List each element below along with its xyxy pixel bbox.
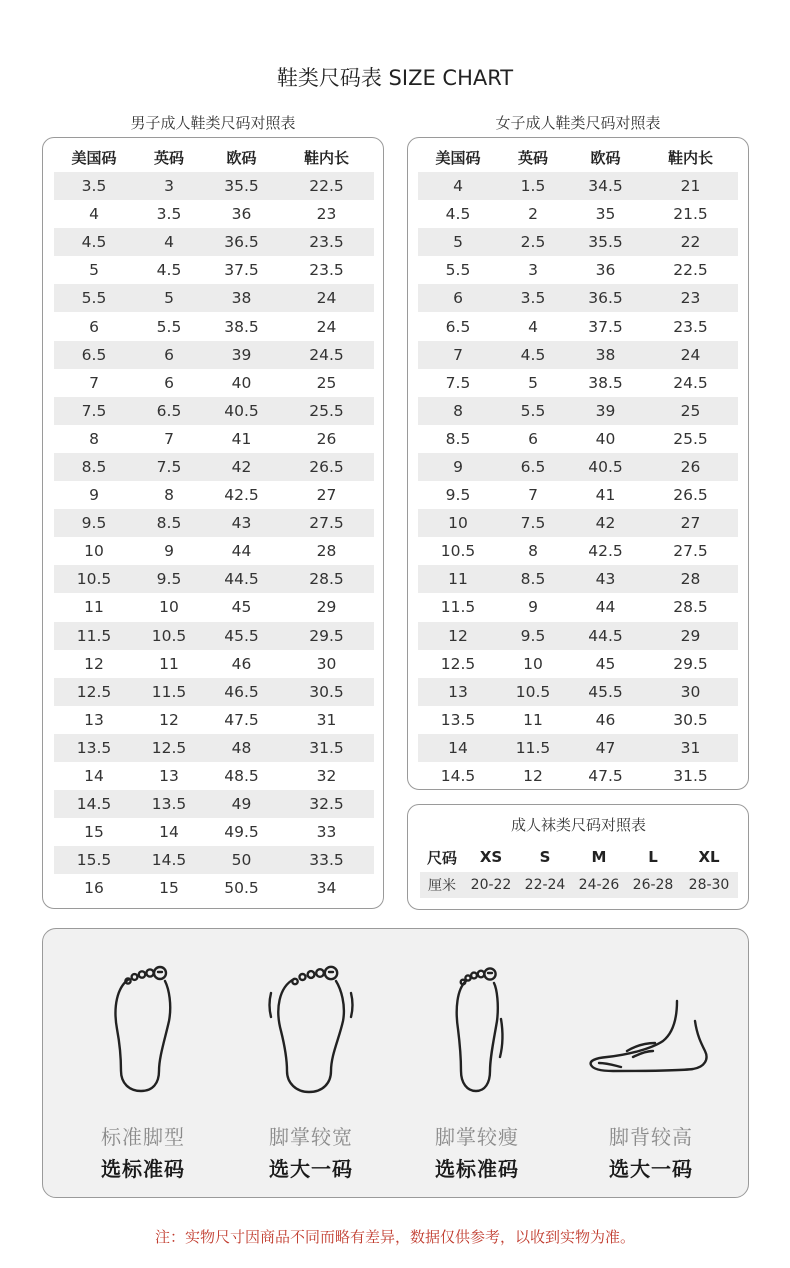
us-size-cell: 11.5 [440, 598, 476, 617]
us-size-cell: 13 [84, 710, 104, 729]
uk-size-cell: 8 [528, 542, 538, 561]
eu-size-cell: 36.5 [568, 284, 643, 312]
table-row [418, 369, 738, 397]
length-cell: 23.5 [673, 317, 708, 336]
eu-size-cell: 38 [204, 284, 279, 312]
us-size-cell: 13.5 [54, 734, 134, 762]
us-size-cell: 8 [89, 429, 99, 448]
table-row [418, 200, 738, 228]
socks-table-title: 成人袜类尺码对照表 [510, 816, 646, 834]
eu-size-cell: 44 [595, 598, 616, 617]
uk-size-cell: 3.5 [156, 205, 182, 224]
table-row [418, 284, 738, 312]
uk-size-cell: 10 [523, 654, 543, 673]
eu-size-cell: 50.5 [224, 879, 259, 898]
us-size-cell: 8.5 [445, 429, 471, 448]
length-cell: 29.5 [673, 654, 708, 673]
uk-size-cell: 4 [528, 317, 538, 336]
length-cell: 27 [316, 486, 337, 505]
length-cell: 29.5 [279, 622, 374, 650]
length-cell: 33 [316, 823, 337, 842]
socks-row-label: 厘米 [420, 872, 464, 898]
length-cell: 26 [643, 453, 738, 481]
us-size-cell: 14.5 [440, 767, 476, 786]
eu-size-cell: 39 [568, 397, 643, 425]
table-row [54, 593, 374, 621]
uk-size-cell: 2.5 [498, 228, 568, 256]
uk-size-cell: 4.5 [498, 341, 568, 369]
table-row [54, 172, 374, 200]
uk-size-cell: 11 [523, 710, 543, 729]
length-cell: 31.5 [673, 767, 708, 786]
length-cell: 22.5 [279, 172, 374, 200]
uk-size-cell: 3 [134, 172, 204, 200]
eu-size-cell: 46.5 [204, 678, 279, 706]
uk-size-cell: 4.5 [156, 261, 182, 280]
table-row [54, 256, 374, 284]
header-length: 鞋内长 [303, 148, 349, 167]
eu-size-cell: 46 [231, 654, 252, 673]
us-size-cell: 8.5 [54, 453, 134, 481]
uk-size-cell: 5.5 [498, 397, 568, 425]
table-row [54, 706, 374, 734]
us-size-cell: 15 [84, 823, 104, 842]
us-size-cell: 9.5 [54, 509, 134, 537]
women-size-table [418, 142, 738, 790]
socks-header-row [420, 842, 738, 872]
us-size-cell: 9 [418, 453, 498, 481]
sock-size-m: M [591, 848, 607, 866]
us-size-cell: 12 [418, 622, 498, 650]
eu-size-cell: 35.5 [568, 228, 643, 256]
eu-size-cell: 49 [204, 790, 279, 818]
uk-size-cell: 6.5 [498, 453, 568, 481]
foot-type-wide [223, 929, 399, 1199]
us-size-cell: 9.5 [445, 486, 471, 505]
uk-size-cell: 5.5 [156, 317, 182, 336]
length-cell: 22.5 [673, 261, 708, 280]
sock-size-s: S [539, 848, 551, 866]
uk-size-cell: 14 [159, 823, 179, 842]
us-size-cell: 6 [89, 317, 99, 336]
us-size-cell: 7.5 [445, 373, 471, 392]
us-size-cell: 11 [84, 598, 104, 617]
length-cell: 24.5 [673, 373, 708, 392]
length-cell: 29 [643, 622, 738, 650]
socks-cm-row [420, 872, 738, 898]
header-length: 鞋内长 [667, 148, 713, 167]
us-size-cell: 4 [89, 205, 99, 224]
uk-size-cell: 12 [159, 710, 179, 729]
uk-size-cell: 11.5 [498, 734, 568, 762]
length-cell: 26.5 [673, 486, 708, 505]
length-cell: 21 [643, 172, 738, 200]
uk-size-cell: 5 [134, 284, 204, 312]
uk-size-cell: 12 [523, 767, 543, 786]
foot-advice-label: 选大一码 [269, 1157, 353, 1181]
eu-size-cell: 47.5 [224, 710, 259, 729]
table-row [54, 453, 374, 481]
table-row [54, 565, 374, 593]
eu-size-cell: 36 [595, 261, 616, 280]
header-us: 美国码 [435, 148, 481, 167]
table-row [54, 228, 374, 256]
length-cell: 27.5 [279, 509, 374, 537]
uk-size-cell: 13 [159, 767, 179, 786]
eu-size-cell: 46 [595, 710, 616, 729]
uk-size-cell: 9.5 [134, 565, 204, 593]
uk-size-cell: 8.5 [134, 509, 204, 537]
eu-size-cell: 44.5 [568, 622, 643, 650]
us-size-cell: 12.5 [440, 654, 476, 673]
length-cell: 23 [643, 284, 738, 312]
length-cell: 24 [316, 317, 337, 336]
eu-size-cell: 45 [231, 598, 252, 617]
eu-size-cell: 35.5 [204, 172, 279, 200]
standard-foot-icon [93, 959, 193, 1099]
wide-foot-icon [261, 959, 361, 1099]
sock-size-xs: XS [479, 848, 503, 866]
sock-cm-m: 24-26 [572, 872, 626, 898]
table-row [54, 312, 374, 340]
foot-type-high-instep [563, 929, 739, 1199]
table-row [418, 622, 738, 650]
us-size-cell: 4 [418, 172, 498, 200]
eu-size-cell: 44 [231, 542, 252, 561]
uk-size-cell: 13.5 [134, 790, 204, 818]
uk-size-cell: 6 [134, 341, 204, 369]
foot-type-label: 脚掌较宽 [269, 1125, 353, 1149]
table-row [54, 509, 374, 537]
uk-size-cell: 8 [164, 486, 174, 505]
table-row [54, 200, 374, 228]
us-size-cell: 13 [418, 678, 498, 706]
uk-size-cell: 15 [159, 879, 179, 898]
us-size-cell: 8 [418, 397, 498, 425]
table-row [54, 481, 374, 509]
us-size-cell: 14.5 [54, 790, 134, 818]
table-row [418, 565, 738, 593]
length-cell: 31.5 [279, 734, 374, 762]
uk-size-cell: 1.5 [498, 172, 568, 200]
uk-size-cell: 6 [164, 373, 174, 392]
us-size-cell: 11.5 [54, 622, 134, 650]
length-cell: 24 [279, 284, 374, 312]
length-cell: 25.5 [279, 397, 374, 425]
length-cell: 27 [643, 509, 738, 537]
header-us: 美国码 [71, 148, 117, 167]
us-size-cell: 9 [89, 486, 99, 505]
uk-size-cell: 7 [164, 429, 174, 448]
disclaimer-note: 注：实物尺寸因商品不同而略有差异，数据仅供参考，以收到实物为准。 [154, 1228, 635, 1246]
eu-size-cell: 48 [204, 734, 279, 762]
us-size-cell: 10 [84, 542, 104, 561]
eu-size-cell: 42 [204, 453, 279, 481]
table-row [418, 509, 738, 537]
us-size-cell: 15.5 [54, 846, 134, 874]
eu-size-cell: 40.5 [204, 397, 279, 425]
length-cell: 30 [643, 678, 738, 706]
table-row [418, 706, 738, 734]
length-cell: 22 [643, 228, 738, 256]
eu-size-cell: 42.5 [588, 542, 623, 561]
uk-size-cell: 10 [159, 598, 179, 617]
us-size-cell: 5.5 [445, 261, 471, 280]
sock-size-xl: XL [698, 848, 720, 866]
foot-type-narrow [389, 929, 565, 1199]
uk-size-cell: 3.5 [498, 284, 568, 312]
eu-size-cell: 40.5 [568, 453, 643, 481]
uk-size-cell: 10.5 [498, 678, 568, 706]
table-row [418, 397, 738, 425]
length-cell: 30.5 [673, 710, 708, 729]
eu-size-cell: 41 [595, 486, 616, 505]
length-cell: 26 [316, 429, 337, 448]
uk-size-cell: 8.5 [498, 565, 568, 593]
eu-size-cell: 42.5 [224, 486, 259, 505]
us-size-cell: 7 [418, 341, 498, 369]
length-cell: 25 [316, 373, 337, 392]
length-cell: 32 [316, 767, 337, 786]
us-size-cell: 14 [84, 767, 104, 786]
sock-cm-xs: 20-22 [464, 872, 518, 898]
table-row [54, 762, 374, 790]
uk-size-cell: 7.5 [134, 453, 204, 481]
table-row [54, 846, 374, 874]
table-row [54, 341, 374, 369]
men-table-title: 男子成人鞋类尺码对照表 [130, 114, 296, 132]
length-cell: 33.5 [279, 846, 374, 874]
eu-size-cell: 38.5 [588, 373, 623, 392]
table-row [54, 790, 374, 818]
table-row [418, 256, 738, 284]
header-uk: 英码 [153, 148, 184, 167]
table-row [418, 453, 738, 481]
table-row [54, 369, 374, 397]
us-size-cell: 7.5 [54, 397, 134, 425]
uk-size-cell: 7 [528, 486, 538, 505]
us-size-cell: 6.5 [54, 341, 134, 369]
eu-size-cell: 43 [568, 565, 643, 593]
length-cell: 26.5 [279, 453, 374, 481]
us-size-cell: 10.5 [440, 542, 476, 561]
table-row [54, 284, 374, 312]
eu-size-cell: 36.5 [204, 228, 279, 256]
length-cell: 24.5 [279, 341, 374, 369]
eu-size-cell: 50 [204, 846, 279, 874]
table-row [418, 734, 738, 762]
eu-size-cell: 39 [204, 341, 279, 369]
table-row [54, 425, 374, 453]
uk-size-cell: 6.5 [134, 397, 204, 425]
eu-size-cell: 45.5 [568, 678, 643, 706]
us-size-cell: 10.5 [54, 565, 134, 593]
eu-size-cell: 47 [568, 734, 643, 762]
sock-cm-s: 22-24 [518, 872, 572, 898]
eu-size-cell: 38 [568, 341, 643, 369]
us-size-cell: 16 [84, 879, 104, 898]
length-cell: 24 [643, 341, 738, 369]
table-header-row [418, 142, 738, 172]
us-size-cell: 6.5 [445, 317, 471, 336]
length-cell: 28.5 [673, 598, 708, 617]
us-size-cell: 3.5 [54, 172, 134, 200]
uk-size-cell: 7.5 [498, 509, 568, 537]
length-cell: 34 [316, 879, 337, 898]
table-row [54, 734, 374, 762]
eu-size-cell: 45.5 [204, 622, 279, 650]
us-size-cell: 5 [89, 261, 99, 280]
table-row [54, 650, 374, 678]
table-row [54, 874, 374, 902]
header-uk: 英码 [517, 148, 548, 167]
uk-size-cell: 10.5 [134, 622, 204, 650]
eu-size-cell: 44.5 [204, 565, 279, 593]
women-table-title: 女子成人鞋类尺码对照表 [495, 114, 661, 132]
us-size-cell: 6 [418, 284, 498, 312]
table-row [54, 818, 374, 846]
table-row [54, 622, 374, 650]
uk-size-cell: 11.5 [134, 678, 204, 706]
header-eu: 欧码 [590, 148, 621, 167]
eu-size-cell: 41 [231, 429, 252, 448]
sock-cm-xl: 28-30 [680, 872, 738, 898]
uk-size-cell: 12.5 [134, 734, 204, 762]
socks-header-label: 尺码 [426, 848, 457, 867]
eu-size-cell: 42 [568, 509, 643, 537]
us-size-cell: 5.5 [54, 284, 134, 312]
length-cell: 25 [643, 397, 738, 425]
length-cell: 21.5 [673, 205, 708, 224]
eu-size-cell: 40 [595, 429, 616, 448]
uk-size-cell: 3 [528, 261, 538, 280]
us-size-cell: 7 [89, 373, 99, 392]
uk-size-cell: 5 [528, 373, 538, 392]
eu-size-cell: 47.5 [588, 767, 623, 786]
eu-size-cell: 36 [231, 205, 252, 224]
table-header-row [54, 142, 374, 172]
uk-size-cell: 9 [528, 598, 538, 617]
length-cell: 28 [316, 542, 337, 561]
sock-size-l: L [648, 848, 658, 866]
narrow-foot-icon [427, 959, 527, 1099]
table-row [418, 678, 738, 706]
table-row [54, 678, 374, 706]
length-cell: 29 [316, 598, 337, 617]
foot-type-label: 标准脚型 [101, 1125, 185, 1149]
table-row [418, 762, 738, 790]
eu-size-cell: 37.5 [588, 317, 623, 336]
table-row [418, 650, 738, 678]
page-title: 鞋类尺码表 SIZE CHART [276, 66, 514, 90]
us-size-cell: 11 [418, 565, 498, 593]
eu-size-cell: 40 [231, 373, 252, 392]
foot-type-standard [55, 929, 231, 1199]
length-cell: 23.5 [279, 228, 374, 256]
eu-size-cell: 49.5 [224, 823, 259, 842]
us-size-cell: 12 [84, 654, 104, 673]
uk-size-cell: 9.5 [498, 622, 568, 650]
uk-size-cell: 14.5 [134, 846, 204, 874]
table-row [418, 228, 738, 256]
length-cell: 27.5 [673, 542, 708, 561]
length-cell: 31 [643, 734, 738, 762]
socks-size-table [420, 842, 738, 898]
uk-size-cell: 6 [528, 429, 538, 448]
men-size-table [54, 142, 374, 902]
foot-type-label: 脚掌较瘦 [435, 1125, 519, 1149]
length-cell: 25.5 [673, 429, 708, 448]
uk-size-cell: 2 [528, 205, 538, 224]
table-row [418, 425, 738, 453]
length-cell: 28 [643, 565, 738, 593]
table-row [418, 341, 738, 369]
eu-size-cell: 48.5 [224, 767, 259, 786]
us-size-cell: 13.5 [440, 710, 476, 729]
eu-size-cell: 35 [595, 205, 616, 224]
us-size-cell: 4.5 [54, 228, 134, 256]
table-row [418, 481, 738, 509]
table-row [418, 537, 738, 565]
length-cell: 31 [316, 710, 337, 729]
us-size-cell: 10 [418, 509, 498, 537]
us-size-cell: 4.5 [445, 205, 471, 224]
foot-type-guide [42, 928, 749, 1198]
eu-size-cell: 37.5 [224, 261, 259, 280]
length-cell: 23.5 [309, 261, 344, 280]
length-cell: 32.5 [279, 790, 374, 818]
us-size-cell: 12.5 [54, 678, 134, 706]
uk-size-cell: 9 [164, 542, 174, 561]
table-row [54, 397, 374, 425]
high-instep-foot-icon [581, 959, 721, 1099]
table-row [418, 172, 738, 200]
table-row [418, 312, 738, 340]
length-cell: 23 [316, 205, 337, 224]
table-row [54, 537, 374, 565]
uk-size-cell: 11 [159, 654, 179, 673]
eu-size-cell: 38.5 [224, 317, 259, 336]
us-size-cell: 5 [418, 228, 498, 256]
table-row [418, 593, 738, 621]
length-cell: 30 [316, 654, 337, 673]
eu-size-cell: 34.5 [568, 172, 643, 200]
foot-type-label: 脚背较高 [609, 1125, 693, 1149]
eu-size-cell: 45 [595, 654, 616, 673]
uk-size-cell: 4 [134, 228, 204, 256]
foot-advice-label: 选标准码 [435, 1157, 519, 1181]
header-eu: 欧码 [226, 148, 257, 167]
foot-advice-label: 选大一码 [609, 1157, 693, 1181]
eu-size-cell: 43 [204, 509, 279, 537]
foot-advice-label: 选标准码 [101, 1157, 185, 1181]
sock-cm-l: 26-28 [626, 872, 680, 898]
length-cell: 28.5 [279, 565, 374, 593]
length-cell: 30.5 [279, 678, 374, 706]
us-size-cell: 14 [418, 734, 498, 762]
